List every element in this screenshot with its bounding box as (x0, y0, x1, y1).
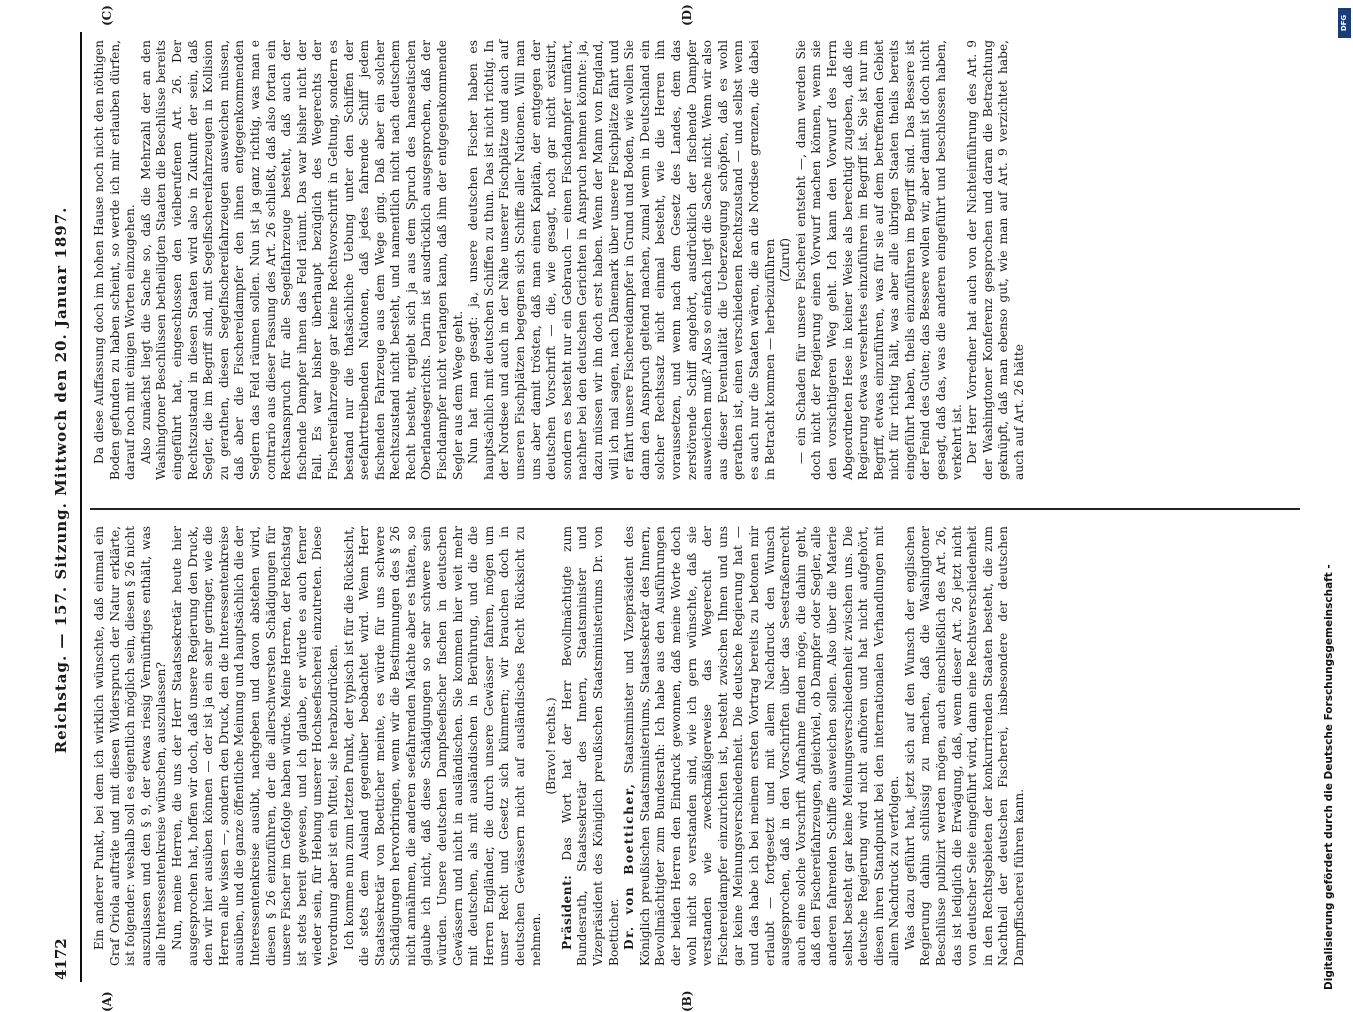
paragraph: Der Herr Vorredner hat auch von der Nichteinführung des Art. 9 der Washingtoner Konferenz gesprochen und daran die Betrachtung geknüpft, daß man ebenso gut, wie man auf Art. 9 verzichtet habe, auch auf Art. 26 hätte (965, 40, 1027, 480)
column-right (92, 40, 1028, 480)
dfg-logo (1338, 8, 1351, 38)
applause-note: (Bravo! rechts.) (544, 526, 560, 966)
margin-mark-c: (C) (100, 5, 114, 26)
paragraph: Nun hat man gesagt: ja, unsere deutschen Fischer haben es hauptsächlich mit deutschen Schiffen zu thun. Das ist nicht richtig. In der Nordsee und auch in der Nähe unserer Fischplätze und auch auf unseren Fischplätzen begegnen sich Schiffe aller Nationen. Will man uns aber damit trösten, daß man einen Kapitän, der entgegen der deutschen Vorschrift — die, wie gesagt, noch gar nicht existirt, sondern es besteht nur ein Gebrauch — einen Fischdampfer umfährt, nachher bei den deutschen Gerichten in Anspruch nehmen könnte: ja, dazu müssen wir ihn doch erst haben. Wenn der Mann von England, will ich mal sagen, nach Dänemark über unsere Fischplätze fährt und er fährt unsere Fischereidampfer in Grund und Boden, wie wollen Sie dann den Anspruch geltend machen, zumal wenn in Deutschland ein solcher Rechtssatz nicht einmal besteht, wie die Herren ihn voraussetzen, und wenn nach dem Gesetz des Landes, dem das zerstörende Schiff angehört, ausdrücklich der fischende Dampfer ausweichen muß? Also so einfach liegt die Sache nicht. Wenn wir also aus dieser Eventualität die Ueberzeugung schöpfen, daß es wohl gerathen ist, einen verschiedenen Rechtszustand — und selbst wenn es auch nur die Staaten wären, die an die Nordsee grenzen, die dabei in Betracht kommen — herbeizuführen (466, 40, 778, 480)
paragraph: Da diese Auffassung doch im hohen Hause noch nicht den nöthigen Boden gefunden zu haben scheint, so werde ich mir erlauben dürfen, darauf noch mit einigen Worten einzugehen. (92, 40, 139, 480)
paragraph: Nun, meine Herren, die uns der Herr Staatssekretär heute hier ausgesprochen hat, hoffen wir doch, daß unsere Regierung den Druck, den wir hier ausüben können — der ist ja ein sehr geringer, wie die Herren alle wissen —, sondern den Druck, den die Interessentenkreise ausüben, und die ganze öffentliche Meinung und hauptsächlich die der Interessentenkreise ausübt, nachgeben und davon abstehen wird, diesen § 26 einzuführen, der die allerschwersten Schädigungen für unsere Fischer im Gefolge haben würde. Meine Herren, der Reichstag ist stets bereit gewesen, und ich glaube, er würde es auch ferner wieder sein, für Hebung unserer Hochseefischerei einzutreten. Diese Verordnung aber ist ein Mittel, sie herabzudrücken. (170, 526, 342, 966)
page-title: Reichstag. — 157. Sitzung. Mittwoch den 20. Januar 1897. (52, 30, 70, 930)
document-page (40, 30, 1330, 990)
digitization-credit (1318, 10, 1340, 990)
page-number: 4172 (52, 938, 70, 980)
paragraph: Was dazu geführt hat, jetzt sich auf den Wunsch der englischen Regierung dahin schlüssig zu machen, daß die Washingtoner Beschlüsse publizirt werden mögen, auch einschließlich des Art. 26, das ist lediglich die Erwägung, daß, wenn dieser Art. 26 jetzt nicht von deutscher Seite eingeführt wird, dann eine Rechtsverschiedenheit in den Rechtsgebieten der konkurrirenden Staaten besteht, die zum Nachtheil der deutschen Fischerei, insbesondere der deutschen Dampffischerei führen kann. (903, 526, 1028, 966)
page-header (40, 30, 80, 990)
paragraph: Ich komme nun zum letzten Punkt, der typisch ist für die Rücksicht, die stets dem Ausland gegenüber beobachtet wird. Wenn Herr Staatssekretär von Boetticher meinte, es würde für uns schwere Schädigungen hervorbringen, wenn wir die Bestimmungen des § 26 nicht annähmen, die anderen seefahrenden Mächte aber es thäten, so glaube ich nicht, daß diese Schädigungen so sehr schwere sein würden. Unsere deutschen Dampfseefischer fischen in deutschen Gewässern und nicht in ausländischen. Sie kommen hier weit mehr mit deutschen, als mit ausländischen in Berührung, und die die Herren Engländer, die durch unsere Gewässer fahren, mögen um unser Recht und Gesetz sich kümmern; wir brauchen doch in deutschen Gewässern nicht auf ausländisches Recht Rücksicht zu nehmen. (342, 526, 545, 966)
speaker-label: Präsident: (560, 875, 574, 950)
paragraph: — ein Schaden für unsere Fischerei entsteht —, dann werden Sie doch nicht der Regierung einen Vorwurf machen können, wenn sie den vorsichtigeren Weg geht. Ich kann den Vorwurf des Herrn Abgeordneten Hese in keiner Weise als berechtigt zugeben, daß die Regierung etwas versehrtes einzuführen im Begriff ist. Sie ist nur im Begriff, etwas einzuführen, was für sie auf dem betreffenden Gebiet nicht für richtig hält, was aber alle übrigen Staaten theils bereits eingeführt haben, theils einzuführen im Begriff sind. Das Bessere ist der Feind des Guten; das Bessere wollen wir, aber damit ist doch nicht gesagt, daß das, was die anderen eingeführt und beschlossen haben, verkehrt ist. (794, 40, 966, 480)
header-rule (80, 32, 82, 982)
paragraph: Ein anderer Punkt, bei dem ich wirklich wünschte, daß einmal ein Graf Oriola aufträte und mit diesen Widerspruch der Natur erklärte, ist folgender: weshalb soll es eigentlich möglich sein, diesen § 26 nicht auszulassen und den § 9, der etwas riesig Vernünftiges enthält, was alle Interessentenkreise wünschen, auszulassen? (92, 526, 170, 966)
dfg-logo-text: DFG (1341, 15, 1349, 31)
minister-text: Staatsminister und Vizepräsident des Königlich preußischen Staatsministeriums, Staatssekretär des Innern, Bevollmächtigter zum Bundesrath: Ich habe aus den Ausführungen der beiden Herren den Eindruck gewonnen, daß meine Worte doch wohl nicht so verstanden sind, wie ich gern wünschte, daß sie verstanden wie zweckmäßigerweise das Wegerecht der Fischereidampfer einzurichten ist, besteht zwischen Ihnen und uns gar keine Meinungsverschiedenheit. Die deutsche Regierung hat — und das habe ich bei meinem ersten Vortrag bereits zu betonen mir erlaubt — fortgesetzt und mit allem Nachdruck den Wunsch ausgesprochen, daß in den Vorschriften über das Seestraßenrecht auch eine solche Vorschrift Aufnahme finden möge, die dahin geht, daß den Fischereifahrzeugen, gleichviel, ob Dampfer oder Segler, alle anderen fahrenden Schiffe ausweichen sollen. Also über die Materie selbst besteht gar keine Meinungsverschiedenheit zwischen uns. Die deutsche Regierung wird nicht aufhören und hat nicht aufgehört, diesen ihren Standpunkt bei den internationalen Verhandlungen mit allem Nachdruck zu verfolgen. (622, 526, 901, 966)
margin-mark-b: (B) (680, 991, 694, 1012)
minister-label: Dr. von Boetticher, (622, 782, 636, 950)
speaker-text: Das Wort hat der Herr Bevollmächtigte zum Bundesrath, Staatssekretär des Innern, Staatsminister und Vizepräsident des Königlich preußischen Staatsministeriums Dr. von Boetticher. (560, 526, 621, 966)
paragraph: Also zunächst liegt die Sache so, daß die Mehrzahl der an den Washingtoner Beschlüssen betheiligten Staaten die Beschlüsse bereits eingeführt hat, eingeschlossen den vielberufenen Art. 26. Der Rechtszustand in diesen Staaten wird also in Zukunft der sein, daß Segler, die im Begriff sind, mit Segelfischereifahrzeugen in Kollision zu gerathen, diesen Segelfischereifahrzeugen ausweichen müssen, daß aber die Fischereidampfer den ihnen entgegenkommenden Seglern das Feld räumen sollen. Nun ist ja ganz richtig, was man e contrario aus dieser Fassung des Art. 26 schließt, daß also fortan ein Rechtsanspruch für alle Segelfahrzeuge besteht, daß auch der fischende Dampfer ihnen das Feld räumt. Das war bisher nicht der Fall. Es war bisher überhaupt bezüglich des Wegerechts der Fischereifahrzeuge gar keine Rechtsvorschrift in Geltung, sondern es bestand nur die thatsächliche Uebung unter den Schiffen der seefahrttreibenden Nationen, daß jedes fahrende Schiff jedem fischenden Fahrzeuge aus dem Wege ging. Daß aber ein solcher Rechtszustand nicht besteht, und namentlich nicht nach deutschem Recht besteht, ergiebt sich ja aus dem Spruch des hanseatischen Oberlandesgerichts. Darin ist ausdrücklich ausgesprochen, daß der Fischdampfer nicht verlangen kann, daß ihm der entgegenkommende Segler aus dem Wege geht. (139, 40, 466, 480)
interjection-note: (Zuruf) (778, 40, 794, 480)
margin-mark-a: (A) (100, 991, 114, 1012)
president-paragraph (560, 526, 622, 966)
credit-text: Digitalisierung gefördert durch die Deutsche Forschungsgemeinschaft - (1323, 564, 1335, 990)
minister-paragraph (622, 526, 903, 966)
margin-mark-d: (D) (680, 4, 694, 26)
column-divider (90, 509, 1300, 511)
column-left (92, 526, 1028, 966)
